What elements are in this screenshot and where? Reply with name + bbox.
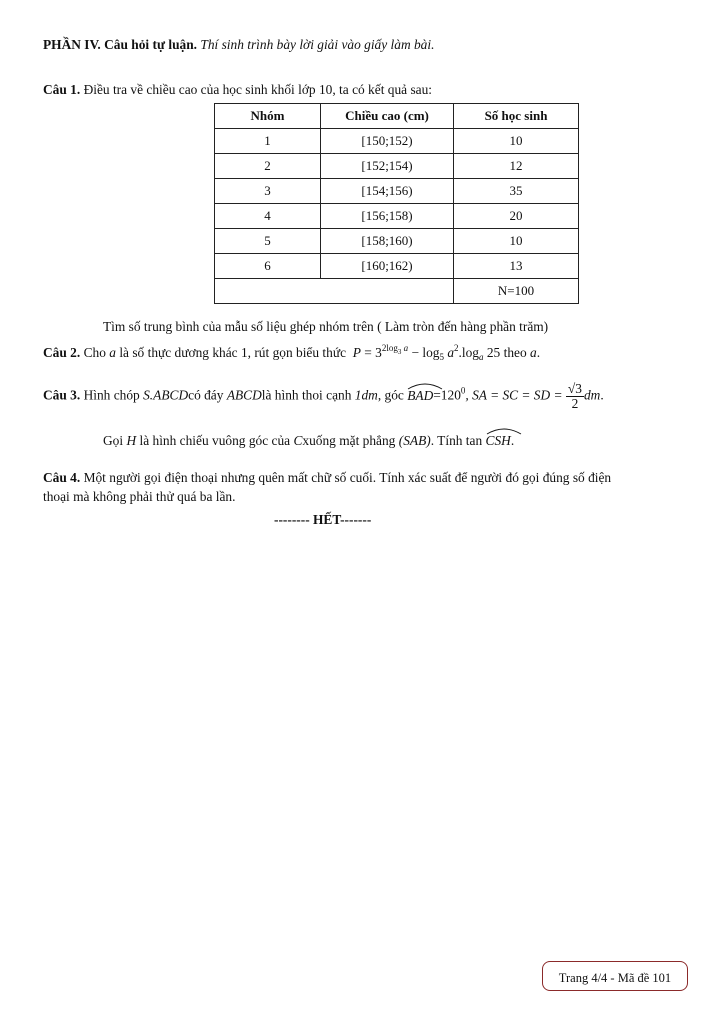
edge-length: 1dm	[354, 387, 378, 403]
part-label: PHẦN IV. Câu hỏi tự luận.	[43, 37, 198, 52]
table-cell: 13	[454, 254, 579, 279]
point-h: H	[126, 433, 137, 448]
question-2-label: Câu 2.	[43, 345, 81, 360]
formula-p: $P = 3^{2log_3 a} - \log_5 a^2.\log_a$ 25	[349, 343, 501, 362]
question-3-pre: Hình chóp	[83, 387, 140, 403]
table-cell: 35	[454, 179, 579, 204]
question-3-t2: là hình thoi cạnh	[261, 387, 352, 403]
question-3-line2-mid2: xuống mặt phẳng	[302, 433, 396, 448]
table-cell: [156;158)	[321, 204, 454, 229]
question-3-line-2: Gọi H là hình chiếu vuông góc của Cxuống mặt phẳng (SAB). Tính tan CSH.	[103, 433, 514, 449]
question-4	[43, 470, 611, 486]
table-header-height: Chiều cao (cm)	[321, 104, 454, 129]
question-1-text: Điều tra về chiều cao của học sinh khối lớp 10, ta có kết quả sau:	[83, 82, 433, 97]
end-mark: -------- HẾT-------	[274, 512, 372, 527]
variable-a: a	[530, 345, 537, 360]
table-row	[215, 179, 579, 204]
table-header-row	[215, 104, 579, 129]
table-cell: 5	[215, 229, 321, 254]
table-row	[215, 204, 579, 229]
table-cell: 4	[215, 204, 321, 229]
question-2-mid: là số thực dương khác 1, rút gọn biểu thức	[119, 345, 347, 360]
question-1	[43, 82, 432, 98]
table-cell: 6	[215, 254, 321, 279]
table-cell: 12	[454, 154, 579, 179]
question-1-label: Câu 1.	[43, 82, 81, 97]
arc-icon	[407, 382, 443, 390]
table-cell: [150;152)	[321, 129, 454, 154]
table-row	[215, 129, 579, 154]
question-2: Câu 2. Cho a là số thực dương khác 1, rút gọn biểu thức $P = 3^{2log_3 a} - \log_5 a^2.\log_a$ 25 theo a.	[43, 343, 541, 362]
question-2-pre: Cho	[83, 345, 106, 360]
question-3-line2-mid: là hình chiếu vuông góc của	[139, 433, 291, 448]
question-3-tan: . Tính tan	[430, 433, 483, 448]
table-row	[215, 254, 579, 279]
table-total-row	[215, 279, 579, 304]
angle-bad	[407, 388, 433, 404]
sqrt3-over-2: $\frac{√3}{2}$	[567, 381, 582, 411]
table-cell: 3	[215, 179, 321, 204]
table-cell: [158;160)	[321, 229, 454, 254]
table-cell: 2	[215, 154, 321, 179]
angle-bad-name: BAD	[407, 387, 434, 403]
unit-dm: dm	[583, 387, 601, 403]
table-row	[215, 229, 579, 254]
question-3-label: Câu 3.	[43, 387, 81, 403]
table-cell: 1	[215, 129, 321, 154]
point-c: C	[293, 433, 303, 448]
question-3-t4: , SA = SC = SD =	[465, 387, 563, 403]
table-cell: 10	[454, 129, 579, 154]
angle-value: =120	[433, 387, 461, 403]
question-1-task: Tìm số trung bình của mẫu số liệu ghép nhóm trên ( Làm tròn đến hàng phần trăm)	[103, 319, 549, 334]
footer-text: Trang 4/4 - Mã đề 101	[558, 971, 672, 985]
question-2-post: theo	[503, 345, 527, 360]
variable-a: a	[109, 345, 116, 360]
table-header-group: Nhóm	[215, 104, 321, 129]
arc-icon	[486, 427, 522, 435]
table-cell: [160;162)	[321, 254, 454, 279]
table-total: N=100	[454, 279, 579, 304]
table-cell: 20	[454, 204, 579, 229]
question-3-t3: , góc	[377, 387, 404, 403]
solid-name: S.ABCD	[143, 387, 189, 403]
question-4-text-1: Một người gọi điện thoại nhưng quên mất chữ số cuối. Tính xác suất để người đó gọi đúng số điện	[83, 470, 612, 485]
question-4-label: Câu 4.	[43, 470, 81, 485]
part-instruction: Thí sinh trình bày lời giải vào giấy làm bài.	[200, 37, 435, 52]
part-heading	[43, 37, 434, 53]
height-table	[214, 103, 579, 304]
plane-sab: (SAB)	[398, 433, 431, 448]
table-cell: [154;156)	[321, 179, 454, 204]
question-4-text-2: thoại mà không phải thử quá ba lần.	[43, 489, 236, 504]
question-3: Câu 3. Hình chóp S.ABCDcó đáy ABCDlà hình thoi cạnh 1dm, góc $BAD=120^0$, SA = SC = SD = $\frac{√3}{2}$ dm.	[43, 381, 604, 411]
table-header-count: Số học sinh	[454, 104, 579, 129]
base-name: ABCD	[226, 387, 262, 403]
question-3-line2-pre: Gọi	[103, 433, 124, 448]
page-footer	[542, 961, 688, 991]
table-empty-cell	[215, 279, 454, 304]
table-row	[215, 154, 579, 179]
angle-csh	[486, 433, 511, 449]
angle-csh-name: CSH	[485, 433, 511, 448]
table-cell: [152;154)	[321, 154, 454, 179]
question-3-t1: có đáy	[188, 387, 224, 403]
table-cell: 10	[454, 229, 579, 254]
